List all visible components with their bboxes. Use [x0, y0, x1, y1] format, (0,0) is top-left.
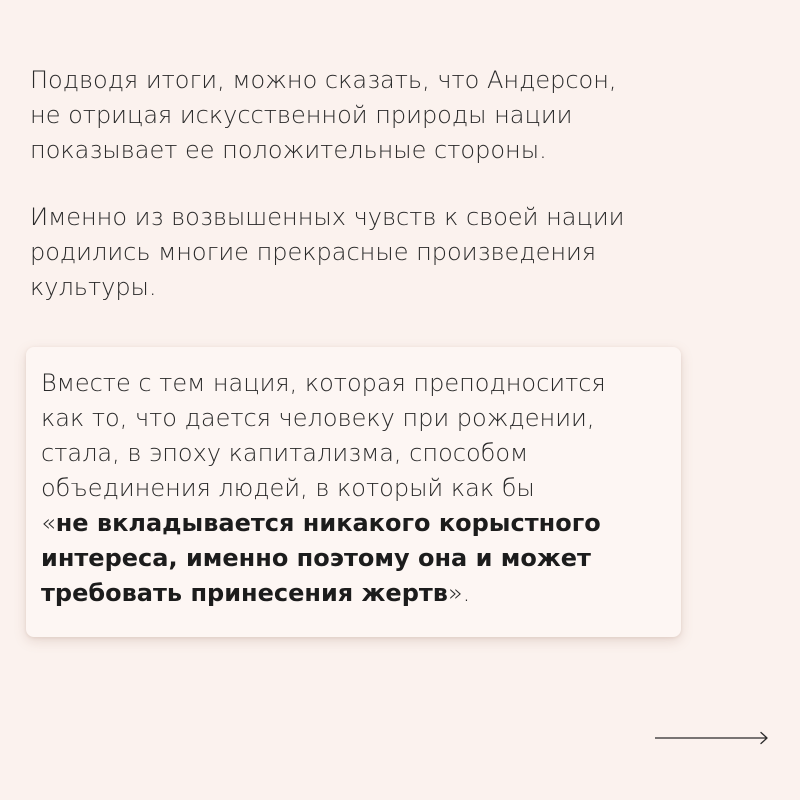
quote-line: стала, в эпоху капитализма, способом: [41, 439, 529, 467]
paragraph-line: Именно из возвышенных чувств к своей нации: [30, 203, 625, 231]
quote-line: Вместе с тем нация, которая преподносится: [41, 369, 606, 397]
quote-close-mark: ».: [447, 579, 471, 607]
quote-open-mark: «: [41, 509, 56, 537]
quote-line: объединения людей, в который как бы: [41, 474, 535, 502]
quote-line: как то, что дается человеку при рождении,: [41, 404, 595, 432]
culture-paragraph: [30, 200, 730, 305]
arrow-right-icon[interactable]: [655, 728, 770, 748]
paragraph-line: показывает ее положительные стороны.: [30, 136, 547, 164]
paragraph-line: не отрицая искусственной природы нации: [30, 101, 573, 129]
paragraph-line: родились многие прекрасные произведения: [30, 238, 597, 266]
quote-card: [26, 347, 681, 637]
quote-bold-line: требовать принесения жертв: [41, 579, 448, 607]
summary-paragraph: [30, 63, 730, 168]
quote-text: [41, 366, 667, 611]
quote-bold-line: не вкладывается никакого корыстного: [55, 509, 601, 537]
paragraph-line: культуры.: [30, 273, 157, 301]
paragraph-line: Подводя итоги, можно сказать, что Андерсон,: [30, 66, 617, 94]
quote-bold-line: интереса, именно поэтому она и может: [41, 544, 591, 572]
